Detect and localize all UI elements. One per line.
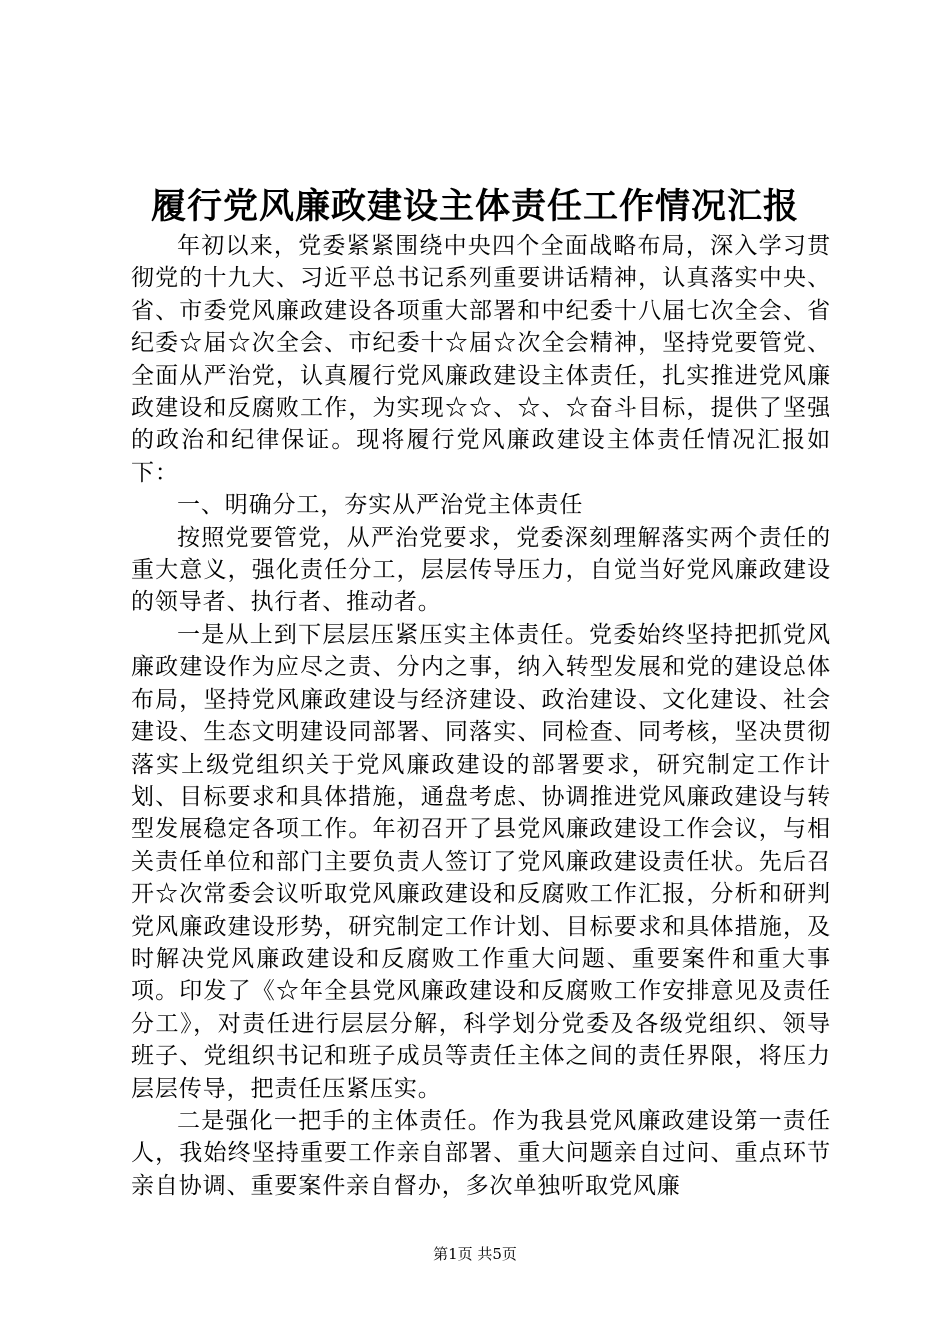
page-footer: 第1页 共5页: [433, 1245, 517, 1263]
section-heading-1: 一、明确分工，夯实从严治党主体责任: [177, 492, 584, 519]
paragraph-point-1: 一是从上到下层层压紧压实主体责任。党委始终坚持把抓党风廉政建设作为应尽之责、分内之事，纳入转型发展和党的建设总体布局，坚持党风廉政建设与经济建设、政治建设、文化建设、社会建设、生态文明建设同部署、同落实、同检查、同考核，坚决贯彻落实上级党组织关于党风廉政建设的部署要求，研究制定工作计划、目标要求和具体措施，通盘考虑、协调推进党风廉政建设与转型发展稳定各项工作。年初召开了县党风廉政建设工作会议，与相关责任单位和部门主要负责人签订了党风廉政建设责任状。先后召开☆次常委会议听取党风廉政建设和反腐败工作汇报，分析和研判党风廉政建设形势，研究制定工作计划、目标要求和具体措施，及时解决党风廉政建设和反腐败工作重大问题、重要案件和重大事项。印发了《☆年全县党风廉政建设和反腐败工作安排意见及责任分工》，对责任进行层层分解，科学划分党委及各级党组织、领导班子、党组织书记和班子成员等责任主体之间的责任界限，将压力层层传导，把责任压紧压实。: [131, 621, 831, 1102]
paragraph-section-1-intro: 按照党要管党，从严治党要求，党委深刻理解落实两个责任的重大意义，强化责任分工，层层传导压力，自觉当好党风廉政建设的领导者、执行者、推动者。: [131, 524, 831, 616]
paragraph-point-2: 二是强化一把手的主体责任。作为我县党风廉政建设第一责任人，我始终坚持重要工作亲自部署、重大问题亲自过问、重点环节亲自协调、重要案件亲自督办，多次单独听取党风廉: [131, 1107, 831, 1199]
document-body: [131, 230, 831, 1202]
document-title: 履行党风廉政建设主体责任工作情况汇报: [150, 186, 799, 227]
paragraph-intro: 年初以来，党委紧紧围绕中央四个全面战略布局，深入学习贯彻党的十九大、习近平总书记系列重要讲话精神，认真落实中央、省、市委党风廉政建设各项重大部署和中纪委十八届七次全会、省纪委☆届☆次全会、市纪委十☆届☆次全会精神，坚持党要管党、全面从严治党，认真履行党风廉政建设主体责任，扎实推进党风廉政建设和反腐败工作，为实现☆☆、☆、☆奋斗目标，提供了坚强的政治和纪律保证。现将履行党风廉政建设主体责任情况汇报如下：: [131, 233, 831, 486]
